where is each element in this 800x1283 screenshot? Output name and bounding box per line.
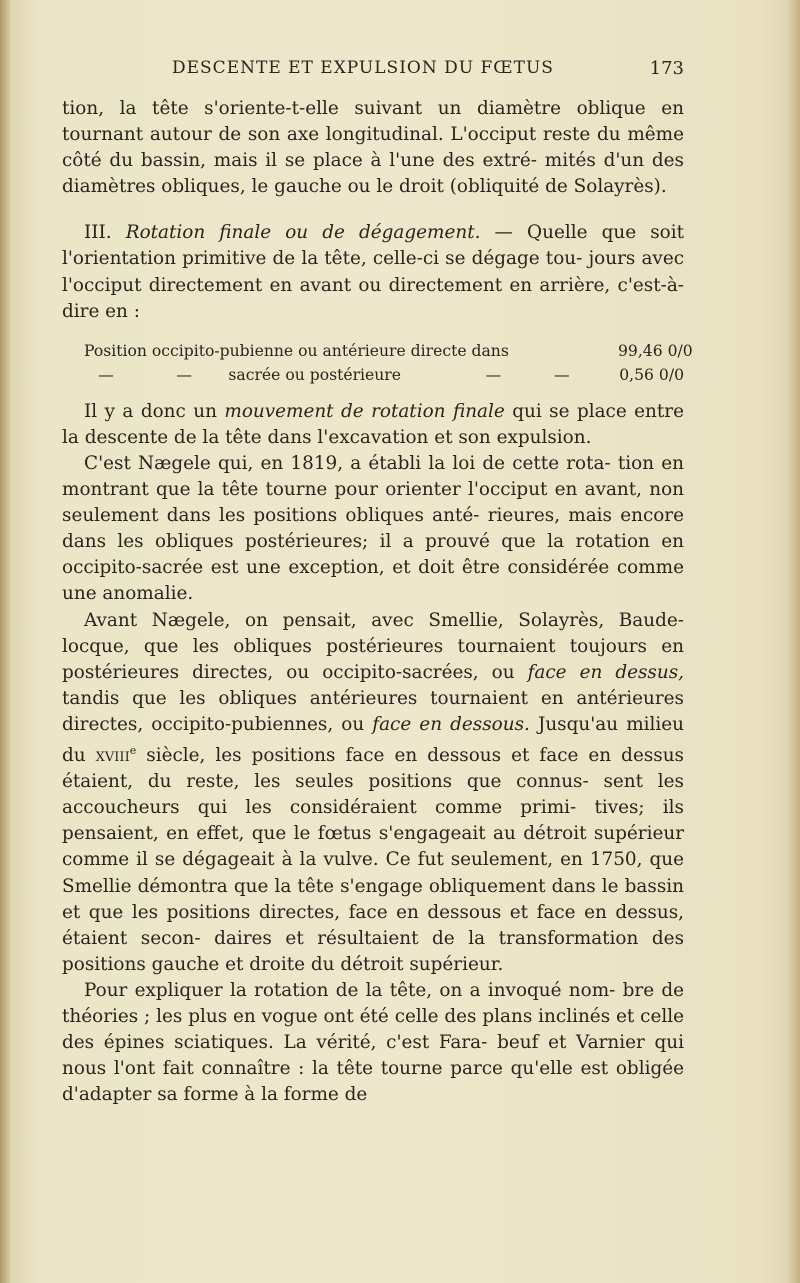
stat-label: sacrée ou postérieure — [228, 365, 401, 384]
superscript: e — [129, 743, 137, 757]
paragraph-1 — [62, 96, 684, 200]
text-line: prouvé que la rotation en occipito-sacrée est une exception, — [62, 531, 684, 579]
stat-row-posterior — [62, 363, 684, 387]
text-line: en avant, non seulement dans les positions obliques anté- — [62, 479, 684, 527]
stat-row-anterior — [62, 339, 693, 363]
section-number: III. — [84, 222, 126, 244]
text-line: tandis que les obliques antérieures tournaient en antérieures — [62, 687, 684, 709]
page-number: 173 — [649, 58, 684, 79]
text-line: inclinés et celle des épines sciatiques. La vérité, c'est Fara- — [62, 1006, 684, 1054]
ditto-dash: — — [485, 365, 502, 384]
text-fragment: directes, occipito-pubiennes, ou — [62, 713, 373, 735]
text-line: détroit supérieur comme il se dégageait à la vulve. Ce — [62, 823, 684, 871]
text-line: rieures, mais encore dans les obliques postérieures; il a — [62, 505, 684, 553]
ditto-dash: — — [98, 365, 114, 384]
ditto-dash: — — [554, 365, 570, 384]
paragraph-5 — [62, 608, 684, 978]
text-line: daires et résultaient de la transformation des positions — [62, 927, 685, 975]
stat-value: 0,56 0/0 — [619, 365, 684, 384]
text-line: locque, que les obliques postérieures tournaient toujours en — [62, 635, 684, 657]
stat-value: 99,46 0/0 — [618, 341, 693, 360]
text-line: arrière, c'est-à-dire en : — [62, 274, 684, 322]
text-line: tion, la tête s'oriente-t-elle suivant un diamètre oblique en — [62, 98, 684, 119]
text-line: en dessus étaient, du reste, les seules positions que connus- — [62, 745, 684, 793]
paragraph-6 — [62, 978, 684, 1108]
page-binding-edge — [0, 0, 10, 1283]
text-fragment: siècle, les positions face en dessous et face — [136, 745, 579, 767]
text-fragment: postérieures directes, ou occipito-sacrées, ou — [62, 661, 528, 683]
page-header — [62, 58, 684, 88]
text-line: — Quelle que — [480, 222, 637, 244]
text-line: beuf et Varnier qui nous l'ont fait connaître : la tête tourne — [62, 1032, 684, 1080]
paragraph-4 — [62, 451, 684, 608]
text-line: soit l'orientation primitive de la tête, celle-ci se dégage tou- — [62, 222, 684, 270]
text-line: parce qu'elle est obligée d'adapter sa forme à la forme de — [62, 1058, 684, 1106]
paragraph-2 — [62, 220, 684, 324]
text-line: C'est Nægele qui, en 1819, a établi la loi de cette rota- — [84, 452, 611, 474]
text-line: expulsion. — [496, 426, 592, 448]
text-line: tournant autour de son axe longitudinal. L'occiput reste — [62, 124, 591, 146]
text-line: jours avec l'occiput directement en avant ou directement en — [62, 248, 685, 296]
text-line: directes, face en dessous et face en dessus, étaient secon- — [62, 901, 684, 949]
emphasis: face en dessous. — [372, 713, 530, 735]
text-fragment: Il y a donc un — [84, 400, 225, 422]
century-numeral: xviii — [95, 745, 130, 767]
text-line: mités d'un des diamètres obliques, le gauche ou le droit — [62, 150, 684, 198]
text-line: sent les accoucheurs qui les considéraient comme primi- — [62, 771, 684, 819]
ditto-dash: — — [176, 365, 192, 384]
page-outer-edge — [788, 0, 800, 1283]
text-line: tion en montrant que la tête tourne pour orienter l'occiput — [62, 452, 684, 501]
text-fragment: milieu du — [62, 713, 684, 767]
text-line: Avant Nægele, on pensait, avec Smellie, Solayrès, Baude- — [84, 609, 684, 631]
emphasis: mouvement de rotation finale — [224, 400, 505, 422]
text-fragment: qui se — [504, 400, 570, 422]
emphasis: face en dessus, — [527, 661, 684, 683]
text-line: et doit être considérée comme une anomalie. — [62, 557, 684, 605]
text-line: tives; ils pensaient, en effet, que le fœtus s'engageait au — [62, 797, 684, 845]
text-line: bre de théories ; les plus en vogue ont été celle des plans — [62, 979, 684, 1028]
text-line: s'engage obliquement dans le bassin et que les positions — [62, 875, 684, 923]
text-line: (obliquité de Solayrès). — [449, 176, 667, 198]
stat-label: Position occipito-pubienne ou antérieure directe dans — [84, 341, 509, 360]
paragraph-3 — [62, 399, 684, 451]
text-line: place entre la descente de la tête dans l'excavation et son — [62, 400, 684, 448]
text-line: fut seulement, en 1750, que Smellie démontra que la tête — [62, 849, 684, 897]
text-line: gauche et droite du détroit supérieur. — [151, 953, 504, 975]
text-fragment: Jusqu'au — [529, 713, 619, 735]
running-title: DESCENTE ET EXPULSION DU FŒTUS — [172, 58, 554, 78]
text-line: Pour expliquer la rotation de la tête, on a invoqué nom- — [84, 979, 616, 1001]
position-statistics — [62, 339, 693, 387]
text-line: du même côté du bassin, mais il se place à l'une des extré- — [62, 124, 684, 172]
body-text — [62, 96, 693, 1108]
section-title: Rotation finale ou de dégagement. — [125, 222, 481, 244]
